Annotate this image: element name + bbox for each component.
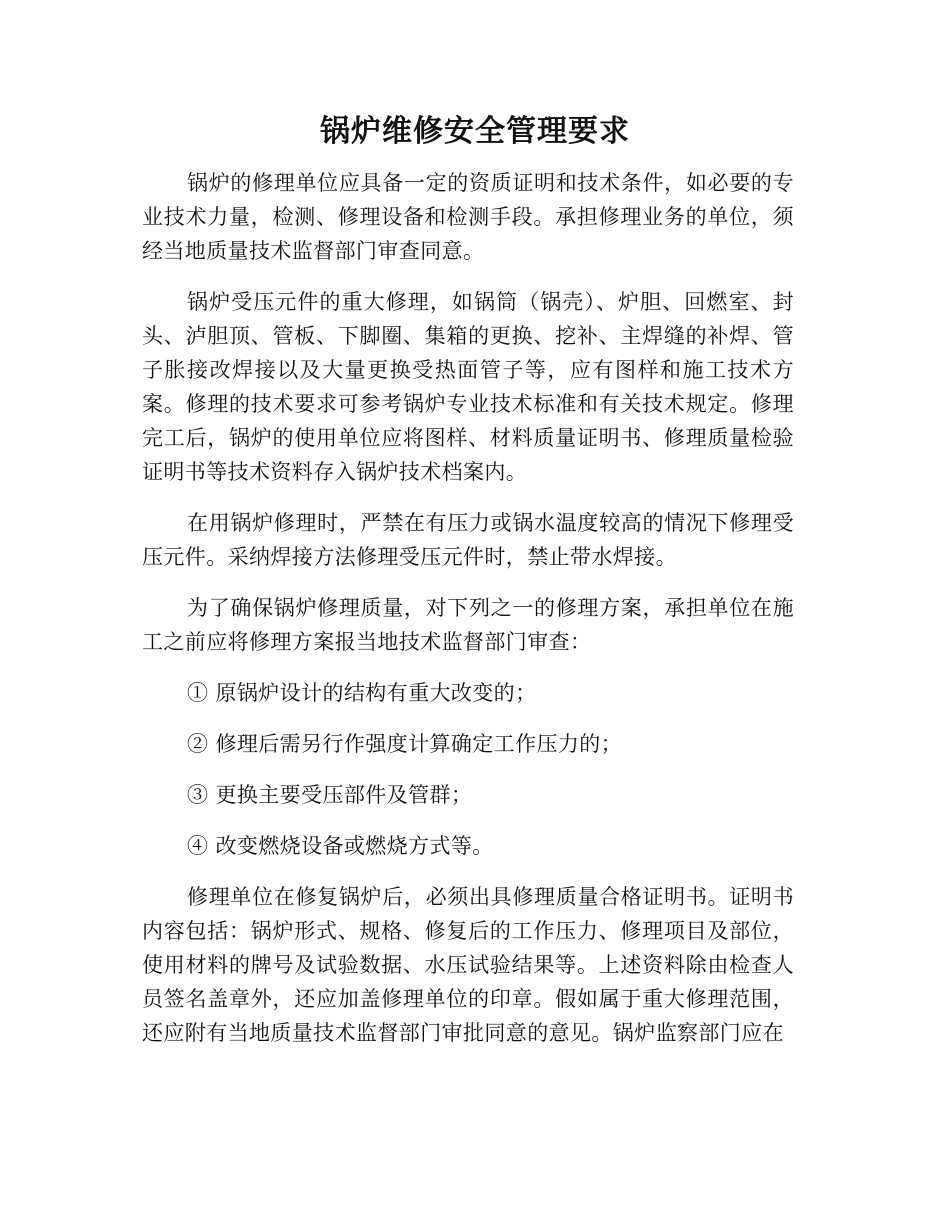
- list-item: ④ 改变燃烧设备或燃烧方式等。: [187, 834, 494, 858]
- paragraph-certificate: 修理单位在修复锅炉后，必须出具修理质量合格证明书。证明书内容包括：锅炉形式、规格、修复后的工作压力、修理项目及部位，使用材料的牌号及试验数据、水压试验结果等。上述资料除由检查人员签名盖章外，还应加盖修理单位的印章。假如属于重大修理范围，还应附有当地质量技术监督部门审批同意的意见。锅炉监察部门应在: [142, 885, 794, 1045]
- list-item: ① 原锅炉设计的结构有重大改变的；: [187, 681, 537, 705]
- document-title: 锅炉维修安全管理要求: [320, 114, 630, 149]
- paragraph-major-repair: 锅炉受压元件的重大修理，如锅筒（锅壳）、炉胆、回燃室、封头、泸胆顶、管板、下脚圈、集箱的更换、挖补、主焊缝的补焊、管子胀接改焊接以及大量更换受热面管子等，应有图样和施工技术方案。修理的技术要求可参考锅炉专业技术标准和有关技术规定。修理完工后，锅炉的使用单位应将图样、材料质量证明书、修理质量检验证明书等技术资料存入锅炉技术档案内。: [142, 290, 794, 484]
- paragraph-qualification: 锅炉的修理单位应具备一定的资质证明和技术条件，如必要的专业技术力量，检测、修理设备和检测手段。承担修理业务的单位，须经当地质量技术监督部门审查同意。: [142, 171, 794, 263]
- paragraph-plan-review: 为了确保锅炉修理质量，对下列之一的修理方案，承担单位在施工之前应将修理方案报当地技术监督部门审查：: [142, 596, 794, 654]
- paragraph-pressure-prohibition: 在用锅炉修理时，严禁在有压力或锅水温度较高的情况下修理受压元件。采纳焊接方法修理受压元件时，禁止带水焊接。: [142, 511, 794, 569]
- list-item: ③ 更换主要受压部件及管群；: [187, 783, 473, 807]
- list-item: ② 修理后需另行作强度计算确定工作压力的；: [187, 732, 623, 756]
- document-body: [142, 166, 794, 1067]
